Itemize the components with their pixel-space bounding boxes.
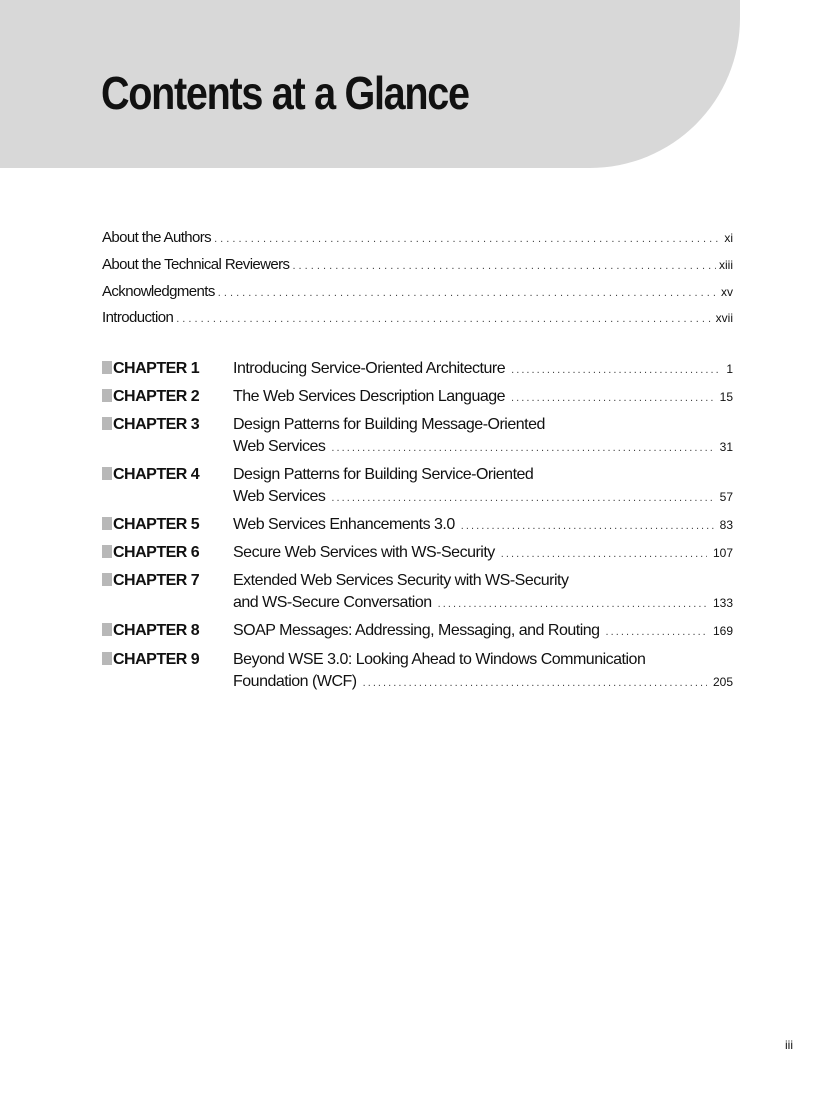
chapter-marker-icon [102,467,112,480]
chapter-title-cont: and WS-Secure Conversation [233,594,432,611]
chapter-marker-icon [102,623,112,636]
toc-entry-title: About the Technical Reviewers [102,256,290,273]
dot-leader [363,677,707,689]
chapter-marker-icon [102,517,112,530]
toc-entry-page: xvii [715,311,733,325]
toc-entry-page: xv [721,285,733,299]
chapter-number: CHAPTER 8 [113,622,200,639]
page-number: iii [785,1038,793,1052]
chapter-marker-icon [102,417,112,430]
chapter-marker-icon [102,573,112,586]
chapter-number: CHAPTER 1 [113,360,200,377]
chapter-marker-icon [102,389,112,402]
chapter-title: Beyond WSE 3.0: Looking Ahead to Windows Communication [233,651,646,668]
toc-entry[interactable] [102,283,733,300]
dot-leader [511,364,720,376]
chapter-label [102,622,199,640]
toc-entry[interactable] [102,309,733,326]
chapter-page: 169 [712,624,733,638]
page-title: Contents at a Glance [101,67,469,119]
chapter-number: CHAPTER 9 [113,651,200,668]
chapter-page: 83 [719,518,733,532]
chapter-number: CHAPTER 5 [113,516,200,533]
chapter-number: CHAPTER 2 [113,388,200,405]
dot-leader [214,233,721,245]
toc-entry-page: xiii [719,258,733,272]
dot-leader [331,492,713,504]
chapter-title: Web Services Enhancements 3.0 [233,516,455,533]
toc-entry-title: Acknowledgments [102,283,215,300]
chapter-marker-icon [102,361,112,374]
chapter-label [102,388,199,406]
chapter-page: 1 [726,362,733,376]
chapter-page: 205 [712,675,733,689]
chapter-title: Extended Web Services Security with WS-Security [233,572,569,589]
dot-leader [218,287,718,299]
dot-leader [606,626,707,638]
chapter-page: 31 [719,440,733,454]
chapter-number: CHAPTER 7 [113,572,200,589]
chapter-number: CHAPTER 3 [113,416,200,433]
dot-leader [331,442,713,454]
toc-entry-page: xi [724,231,733,245]
chapter-label [102,516,199,534]
chapter-page: 133 [712,596,733,610]
dot-leader [292,260,716,272]
chapter-label [102,572,199,590]
chapter-title: The Web Services Description Language [233,388,506,405]
chapter-label [102,360,199,378]
chapter-label [102,651,199,669]
chapter-title: Secure Web Services with WS-Security [233,544,495,561]
chapter-label [102,466,199,484]
chapter-page: 107 [712,546,733,560]
chapter-number: CHAPTER 6 [113,544,200,561]
dot-leader [511,392,714,404]
toc-entry[interactable] [102,256,733,273]
chapter-label [102,544,199,562]
chapter-marker-icon [102,652,112,665]
toc-entry[interactable] [102,229,733,246]
chapter-title: Design Patterns for Building Message-Oriented [233,416,545,433]
chapter-title: Design Patterns for Building Service-Oriented [233,466,534,483]
chapter-label [102,416,199,434]
dot-leader [438,598,707,610]
chapter-title-cont: Web Services [233,438,326,455]
chapter-page: 57 [719,490,733,504]
chapter-page: 15 [719,390,733,404]
dot-leader [501,548,707,560]
dot-leader [461,520,714,532]
toc-entry-title: About the Authors [102,229,212,246]
dot-leader [176,313,712,325]
chapter-number: CHAPTER 4 [113,466,200,483]
chapter-title-cont: Foundation (WCF) [233,673,357,690]
chapter-title: Introducing Service-Oriented Architecture [233,360,506,377]
chapter-title-cont: Web Services [233,488,326,505]
chapter-title: SOAP Messages: Addressing, Messaging, and Routing [233,622,600,639]
chapter-marker-icon [102,545,112,558]
toc-entry-title: Introduction [102,309,174,326]
